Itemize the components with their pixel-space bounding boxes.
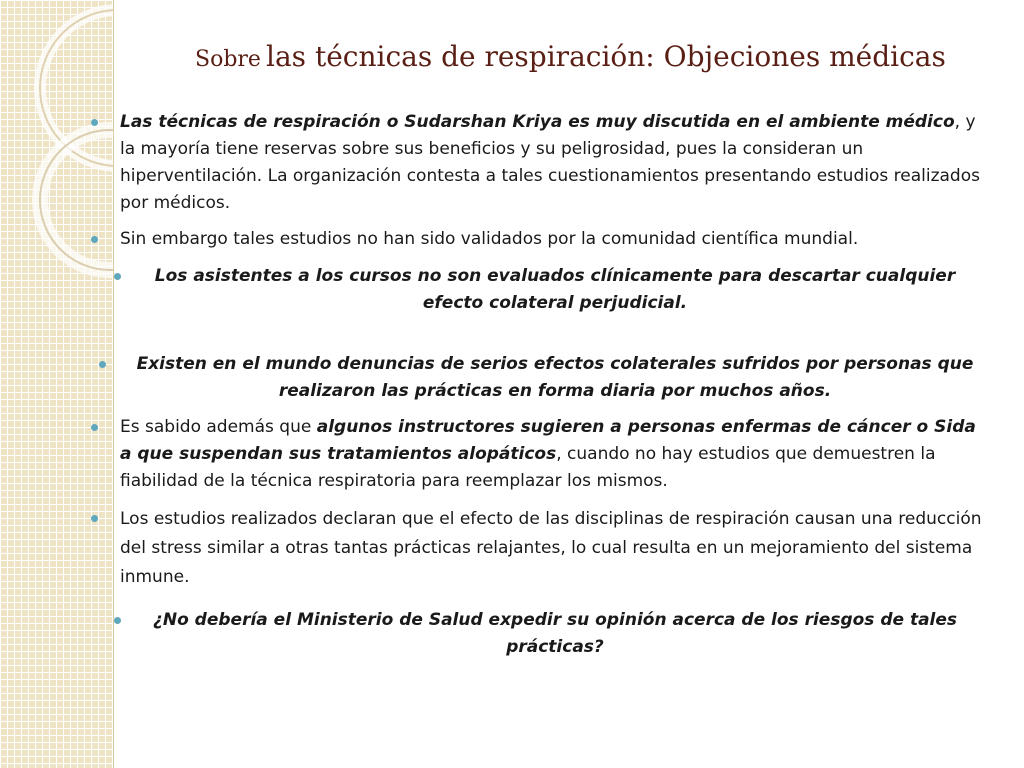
bullet-dot xyxy=(91,424,98,431)
slide-title xyxy=(195,40,955,80)
bullet-1-emphasis: Las técnicas de respiración o Sudarshan Kriya es muy discutida en el ambiente médico xyxy=(120,112,955,132)
bullet-5 xyxy=(120,414,990,495)
bullet-6 xyxy=(120,505,990,592)
bullet-1-text: , y la mayoría tiene reservas sobre sus beneficios y su peligrosidad, pues la consideran un hiperventilación. La organización contesta a tales cuestionamientos presentando estudios realizados por médicos. xyxy=(120,112,980,213)
bullet-dot xyxy=(114,617,121,624)
bullet-7-emphasis: ¿No debería el Ministerio de Salud expedir su opinión acerca de los riesgos de tales prácticas? xyxy=(152,610,958,657)
bullet-5-post: , cuando no hay estudios que demuestren la fiabilidad de la técnica respiratoria para reemplazar los mismos. xyxy=(120,444,936,491)
bullet-dot xyxy=(114,273,121,280)
bullet-3-emphasis: Los asistentes a los cursos no son evaluados clínicamente para descartar cualquier efecto colateral perjudicial. xyxy=(154,266,956,313)
bullet-6-text: Los estudios realizados declaran que el efecto de las disciplinas de respiración causan una reducción del stress similar a otras tantas prácticas relajantes, lo cual resulta en un mejoramiento del sistema inmune. xyxy=(120,509,982,587)
bullet-5-pre: Es sabido además que xyxy=(120,417,317,437)
bullet-5-emphasis: algunos instructores sugieren a personas enfermas de cáncer o Sida a que suspendan sus tratamientos alopáticos xyxy=(120,417,976,464)
title-main: las técnicas de respiración: Objeciones médicas xyxy=(266,40,946,73)
bullet-dot xyxy=(91,119,98,126)
decorative-sidebar xyxy=(0,0,114,768)
bullet-3 xyxy=(140,263,970,317)
bullet-2 xyxy=(120,226,990,253)
bullet-2-text: Sin embargo tales estudios no han sido validados por la comunidad científica mundial. xyxy=(120,229,859,249)
bullet-7 xyxy=(140,607,970,661)
bullet-4 xyxy=(125,351,985,405)
decorative-circles xyxy=(0,0,114,300)
bullet-4-emphasis: Existen en el mundo denuncias de serios efectos colaterales sufridos por personas que realizaron las prácticas en forma diaria por muchos años. xyxy=(136,354,974,401)
bullet-dot xyxy=(91,515,98,522)
bullet-dot xyxy=(91,236,98,243)
bullet-1 xyxy=(120,109,990,217)
bullet-dot xyxy=(99,361,106,368)
title-prefix: Sobre xyxy=(195,47,261,72)
